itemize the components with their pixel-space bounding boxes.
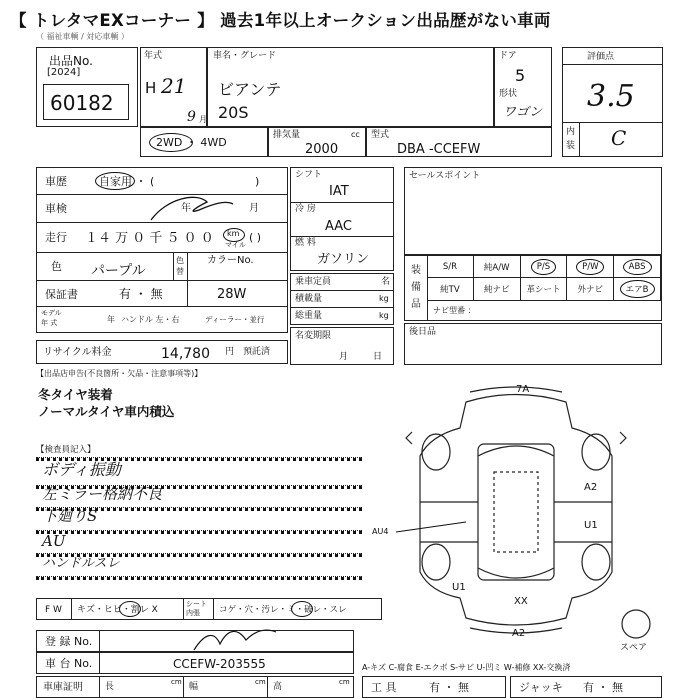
gross-unit: kg — [379, 311, 389, 320]
equipment-side-1: 装 — [411, 265, 421, 276]
load-unit: kg — [379, 294, 389, 303]
cert-high-cm: cm — [339, 678, 350, 686]
equipment-item-label: S/R — [442, 261, 457, 272]
recycle-label: リサイクル料金 — [43, 347, 112, 358]
interior-value: C — [611, 126, 627, 150]
sales-point-label: セールスポイント — [409, 171, 481, 181]
fuel-value: ガソリン — [317, 252, 370, 267]
model-year-label-1: モデル — [41, 309, 62, 317]
damage-mark-7a: 7A — [516, 384, 530, 395]
tools-row — [362, 676, 506, 698]
post-label: 後日品 — [409, 327, 437, 337]
color-value: パープル — [91, 263, 146, 279]
type-box — [366, 127, 552, 157]
equipment-item-label: P/S — [531, 259, 556, 275]
lot-box — [36, 47, 138, 127]
interior-label-2: 装 — [566, 141, 576, 151]
interior-label-1: 内 — [566, 127, 576, 137]
header-bar — [0, 0, 700, 32]
load-label: 積載量 — [295, 294, 323, 304]
equipment-item — [427, 278, 474, 300]
lot-number-box — [43, 84, 129, 120]
header-title: 【 トレタマEXコーナー 】 過去1年以上オークション出品歴がない車両 — [10, 11, 551, 30]
cert-wide-cm: cm — [255, 678, 266, 686]
inspector-line-2: 左ミラー格納不良 — [42, 485, 163, 503]
fw-seat-2: 内張 — [186, 609, 200, 617]
doors-label: ドア — [499, 51, 517, 61]
seller-note-header: 【出品店申告(不良箇所・欠品・注意事項等)】 — [36, 369, 203, 378]
equipment-item-label: 外ナビ — [577, 285, 604, 295]
shift-value: IAT — [329, 184, 349, 199]
damage-mark-a2-rear: A2 — [512, 628, 526, 639]
fw-yogore-circle — [291, 601, 313, 617]
lot-number: 60182 — [50, 91, 114, 115]
spec-block — [290, 167, 394, 271]
lot-label: 出品No. — [49, 54, 93, 68]
equipment-item-label: 純ナビ — [483, 285, 510, 295]
equipment-grid — [427, 256, 661, 300]
equipment-item — [567, 256, 614, 278]
mileage-unit-km: km — [227, 229, 240, 238]
equipment-item-label: ABS — [623, 259, 652, 275]
weight-block — [290, 273, 394, 325]
year-value: 21 — [161, 74, 187, 98]
certificate-row — [36, 676, 354, 698]
registration-scribble — [190, 624, 280, 654]
equipment-item — [474, 256, 521, 278]
color-change-2: 替 — [176, 267, 184, 276]
damage-mark-a2-right: A2 — [584, 482, 598, 493]
last-change-label: 名変期限 — [295, 331, 332, 341]
recycle-unit: 円 — [225, 347, 235, 357]
displacement-unit: cc — [351, 130, 360, 139]
year-era: H — [145, 79, 157, 97]
fw-hibi-circle — [119, 601, 141, 617]
spare-label: スペア — [620, 643, 648, 650]
color-label: 色 — [51, 260, 62, 273]
damage-mark-u1-right: U1 — [584, 520, 598, 531]
doors-value: 5 — [515, 66, 526, 85]
equipment-item-label: 純TV — [440, 285, 460, 295]
model-year-handle: ハンドル 左・右 — [121, 315, 180, 324]
equipment-item — [614, 256, 661, 278]
last-change-block — [290, 327, 394, 365]
fw-options: キズ・ヒビ・割レ X — [77, 605, 158, 615]
color-no-label: カラーNo. — [207, 255, 254, 266]
mileage-value: １４ 万 ０ 千 ５ ０ ０ — [85, 231, 214, 246]
equipment-item — [521, 278, 568, 300]
fw-seat-1: シート — [186, 600, 207, 608]
lot-stamp: [2024] — [47, 67, 81, 78]
capacity-unit: 名 — [381, 277, 391, 287]
equipment-side-2: 備 — [411, 282, 421, 293]
year-month-unit: 月 — [199, 115, 207, 124]
ac-value: AAC — [325, 219, 352, 234]
capacity-label: 乗車定員 — [295, 277, 332, 287]
damage-mark-xx: XX — [514, 596, 528, 607]
inspection-month: 月 — [249, 203, 259, 214]
gross-label: 総重量 — [295, 311, 323, 321]
car-diagram — [366, 372, 666, 650]
damage-legend: A-キズ C-腐食 E-エクボ S-サビ U-凹ミ W-補修 XX-交換済 — [362, 663, 571, 672]
jack-row — [510, 676, 662, 698]
inspection-year: 年 — [181, 203, 191, 214]
inspection-label: 車検 — [45, 202, 67, 215]
vehicle-info-block — [36, 167, 288, 333]
inspector-label: 【検査員記入】 — [36, 445, 96, 455]
seller-note-1: 冬タイヤ装着 — [38, 387, 113, 402]
sales-point-box — [404, 167, 662, 255]
doors-box — [494, 47, 552, 127]
shift-label: シフト — [295, 170, 323, 180]
model-year-year: 年 — [107, 315, 115, 324]
inspection-scribble — [147, 190, 237, 224]
equipment-side-3: 品 — [411, 299, 421, 310]
fw-options-2: コゲ・穴・汚レ・ミ・破レ・スレ — [219, 605, 347, 615]
equipment-item — [521, 256, 568, 278]
equipment-item — [427, 256, 474, 278]
chassis-label: 車 台 No. — [45, 657, 93, 670]
model-name: ビアンテ — [218, 80, 282, 99]
warranty-value: 有 ・ 無 — [119, 287, 163, 301]
year-label: 年式 — [144, 51, 163, 61]
fw-label: F W — [45, 605, 62, 615]
displacement-value: 2000 — [305, 142, 339, 157]
equipment-item-label: 純A/W — [483, 262, 510, 273]
equipment-item — [474, 278, 521, 300]
type-label: 型式 — [371, 130, 390, 140]
score-label: 評価点 — [587, 52, 615, 62]
ac-label: 冷 房 — [295, 204, 316, 214]
registration-label: 登 録 No. — [45, 635, 93, 648]
model-box — [207, 47, 494, 127]
year-month: 9 — [187, 109, 196, 125]
recycle-value: 14,780 — [161, 346, 210, 362]
inspector-line-5: ハンドルスレ — [42, 556, 120, 571]
fuel-label: 燃 料 — [295, 238, 316, 248]
equipment-item-label: 革シート — [526, 285, 561, 295]
cert-long-cm: cm — [171, 678, 182, 686]
damage-mark-u1-left: U1 — [452, 582, 466, 593]
equipment-box — [404, 255, 662, 321]
model-label: 車名・グレード — [213, 51, 277, 61]
model-grade: 20S — [218, 103, 249, 122]
shape-label: 形状 — [499, 89, 518, 99]
mileage-paren: ( ) — [249, 231, 262, 244]
model-year-label-2: 年 式 — [41, 319, 58, 327]
displacement-label: 排気量 — [273, 130, 301, 140]
history-label: 車歴 — [45, 175, 67, 188]
jack-value: 有 ・ 無 — [583, 681, 623, 694]
equipment-item — [567, 278, 614, 300]
recycle-box — [36, 340, 288, 364]
inspector-line-1: ボディ振動 — [42, 460, 121, 479]
shape-value: ワゴン — [503, 105, 543, 120]
score-box — [562, 47, 663, 157]
mileage-unit-mile: マイル — [225, 241, 246, 249]
cert-wide: 幅 — [189, 682, 199, 692]
displacement-box — [268, 127, 366, 157]
jack-label: ジャッキ — [519, 681, 563, 694]
chassis-value: CCEFW-203555 — [173, 657, 266, 671]
tools-value: 有 ・ 無 — [429, 681, 469, 694]
fw-row — [36, 598, 382, 620]
chassis-row — [36, 652, 354, 674]
history-close: ) — [255, 175, 260, 188]
mileage-label: 走行 — [45, 231, 67, 244]
equipment-item — [614, 278, 661, 300]
last-change-unit: 月 — [339, 352, 349, 362]
inspector-line-4: AU — [42, 532, 66, 550]
equipment-item-label: P/W — [576, 259, 604, 275]
navi-label: ナビ型番 ： — [433, 306, 476, 315]
color-no-value: 28W — [217, 287, 247, 302]
cert-long: 長 — [105, 682, 115, 692]
sub-note: （ 福祉車輌 / 対応車輌 ） — [36, 32, 129, 41]
year-box — [140, 47, 207, 127]
last-change-unit-2: 日 — [373, 352, 383, 362]
damage-mark-au4-left: AU4 — [372, 527, 389, 536]
recycle-note: 預託済 — [243, 347, 271, 357]
drive-options: 2WD ・ 4WD — [156, 136, 227, 149]
inspector-line-3: 下廻りS — [42, 507, 98, 525]
cert-high: 高 — [273, 682, 283, 692]
drive-box — [140, 127, 268, 157]
model-year-dealer: ディーラー・並行 — [205, 315, 265, 324]
post-box — [404, 323, 662, 365]
score-value: 3.5 — [587, 79, 635, 114]
warranty-label: 保証書 — [45, 288, 78, 301]
equipment-item-label: エアB — [620, 280, 655, 298]
type-value: DBA -CCEFW — [397, 142, 481, 157]
history-value: 自家用 ・ ( — [99, 175, 155, 188]
tools-label: 工 具 — [371, 681, 397, 694]
seller-note-2: ノーマルタイヤ車内積込 — [38, 404, 175, 419]
certificate-label: 車庫証明 — [43, 682, 83, 693]
color-change-1: 色 — [176, 256, 184, 265]
